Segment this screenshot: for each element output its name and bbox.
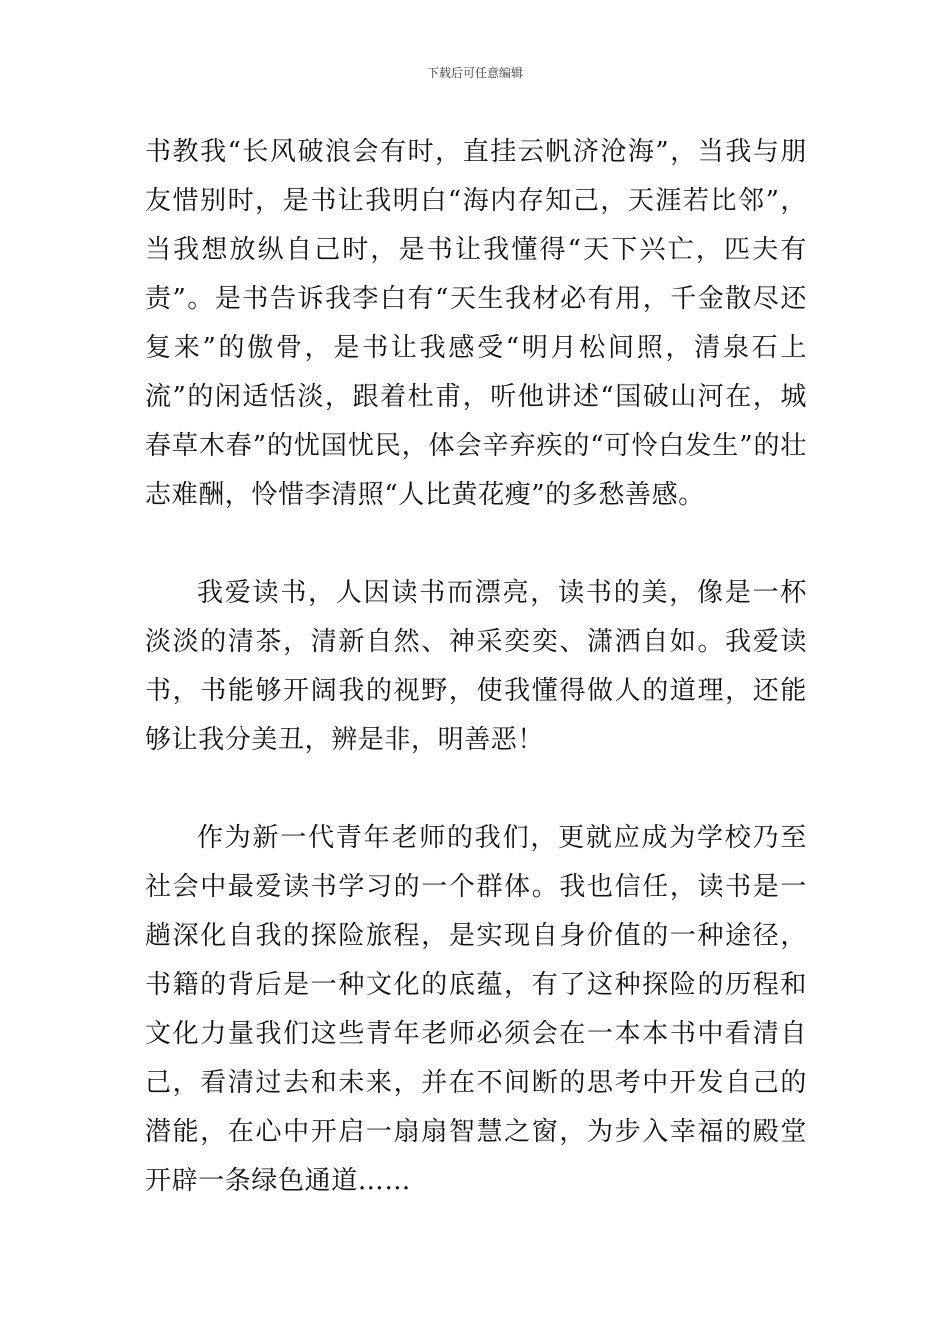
- paragraph-1: 书教我“长风破浪会有时，直挂云帆济沧海”，当我与朋友惜别时，是书让我明白“海内存知己，天涯若比邻”，当我想放纵自己时，是书让我懂得“天下兴亡，匹夫有责”。是书告诉我李白有“天生我材必有用，千金散尽还复来”的傲骨，是书让我感受“明月松间照，清泉石上流”的闲适恬淡，跟着杜甫，听他讲述“国破山河在，城春草木春”的忧国忧民，体会辛弃疾的“可怜白发生”的壮志难酬，怜惜李清照“人比黄花瘦”的多愁善感。: [145, 137, 807, 510]
- document-body: [145, 128, 807, 1206]
- paragraph-3: 作为新一代青年老师的我们，更就应成为学校乃至社会中最爱读书学习的一个群体。我也信任，读书是一趟深化自我的探险旅程，是实现自身价值的一种途径，书籍的背后是一种文化的底蕴，有了这种探险的历程和文化力量我们这些青年老师必须会在一本本书中看清自己，看清过去和未来，并在不间断的思考中开发自己的潜能，在心中开启一扇扇智慧之窗，为步入幸福的殿堂开辟一条绿色通道……: [145, 823, 807, 1196]
- page-header-note: 下载后可任意编辑: [426, 66, 523, 80]
- paragraph-2: 我爱读书，人因读书而漂亮，读书的美，像是一杯淡淡的清茶，清新自然、神采奕奕、潇洒自如。我爱读书，书能够开阔我的视野，使我懂得做人的道理，还能够让我分美丑，辨是非，明善恶！: [145, 578, 807, 755]
